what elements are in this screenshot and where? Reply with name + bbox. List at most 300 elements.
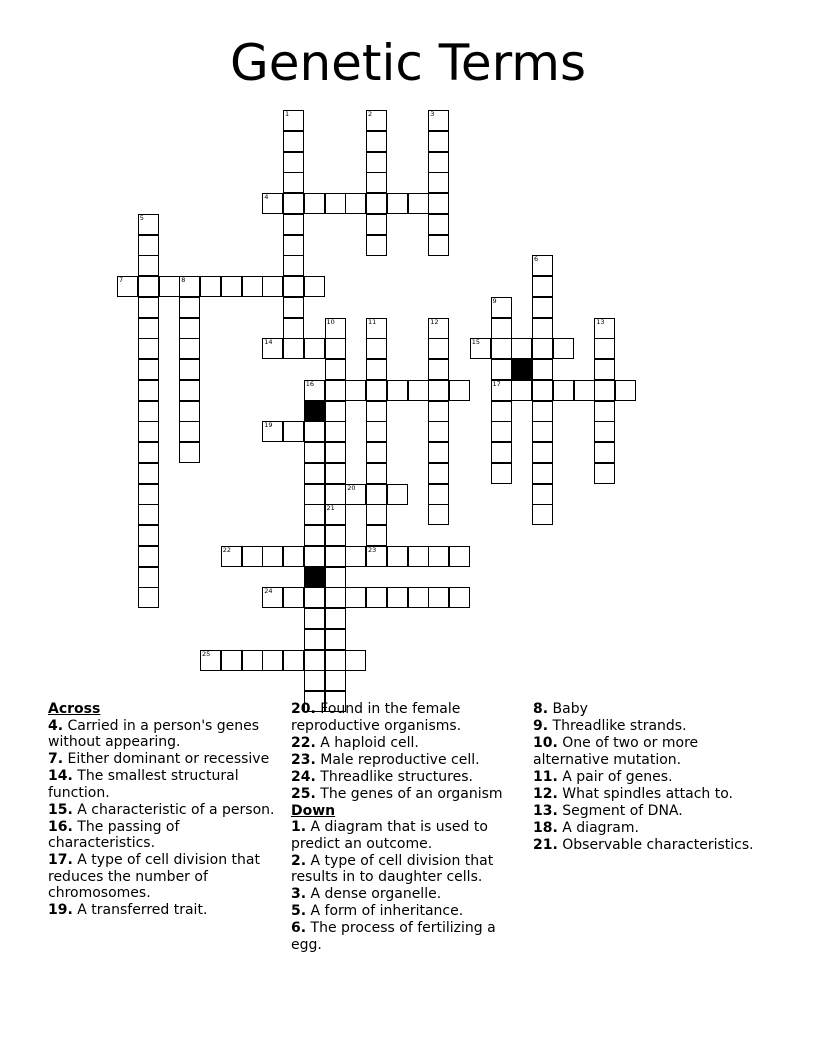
grid-cell[interactable]	[408, 587, 429, 608]
clue-number: 4	[264, 193, 269, 201]
grid-cell[interactable]	[366, 110, 387, 131]
clue-item	[291, 786, 523, 803]
clue-item-number: 25.	[291, 785, 316, 802]
grid-cell[interactable]	[138, 567, 159, 588]
grid-cell[interactable]	[304, 463, 325, 484]
clue-item-text: Male reproductive cell.	[320, 751, 480, 768]
grid-cell[interactable]	[325, 359, 346, 380]
grid-cell[interactable]	[428, 504, 449, 525]
clue-item-number: 15.	[48, 801, 73, 818]
grid-cell[interactable]	[325, 608, 346, 629]
grid-cell[interactable]	[387, 380, 408, 401]
grid-cell[interactable]	[345, 650, 366, 671]
grid-cell[interactable]	[428, 463, 449, 484]
clue-item-text: Either dominant or recessive	[67, 751, 270, 767]
grid-cell[interactable]	[325, 525, 346, 546]
grid-cell[interactable]	[179, 297, 200, 318]
grid-cell[interactable]	[491, 380, 512, 401]
grid-cell[interactable]	[304, 380, 325, 401]
grid-cell[interactable]	[594, 338, 615, 359]
grid-cell[interactable]	[304, 670, 325, 691]
grid-cell[interactable]	[304, 546, 325, 567]
clue-item	[291, 903, 523, 920]
grid-cell[interactable]	[594, 380, 615, 401]
grid-cell[interactable]	[574, 380, 595, 401]
grid-cell[interactable]	[138, 214, 159, 235]
clue-number: 21	[326, 504, 335, 513]
clue-item-number: 17.	[48, 852, 73, 868]
grid-cell[interactable]	[491, 338, 512, 359]
grid-cell[interactable]	[283, 318, 304, 339]
clue-number: 10	[326, 317, 335, 326]
grid-cell[interactable]	[366, 359, 387, 380]
grid-cell[interactable]	[594, 318, 615, 339]
grid-cell[interactable]	[200, 276, 221, 297]
grid-cell[interactable]	[366, 338, 387, 359]
grid-cell[interactable]	[345, 546, 366, 567]
clue-item-number: 7.	[48, 751, 64, 767]
down-clue-list-continued	[533, 701, 765, 853]
clue-number: 22	[222, 545, 232, 554]
grid-cell[interactable]	[511, 338, 532, 359]
grid-cell[interactable]	[283, 650, 304, 671]
grid-cell[interactable]	[366, 421, 387, 442]
clue-number: 13	[596, 317, 605, 326]
grid-cell[interactable]	[366, 380, 387, 401]
grid-cell[interactable]	[553, 380, 574, 401]
grid-cell[interactable]	[408, 193, 429, 214]
clue-item-text: A characteristic of a person.	[77, 801, 275, 818]
grid-cell[interactable]	[366, 172, 387, 193]
clue-item-text: A type of cell division that results in to daughter cells.	[291, 852, 494, 885]
clue-item-number: 1.	[291, 819, 307, 835]
grid-cell[interactable]	[138, 442, 159, 463]
grid-cell[interactable]	[532, 463, 553, 484]
grid-cell[interactable]	[532, 442, 553, 463]
grid-cell[interactable]	[325, 193, 346, 214]
clue-item-text: What spindles attach to.	[562, 785, 733, 802]
grid-cell[interactable]	[138, 276, 159, 297]
grid-cell[interactable]	[138, 484, 159, 505]
grid-cell[interactable]	[428, 359, 449, 380]
clue-item-text: A diagram.	[562, 819, 639, 836]
grid-cell[interactable]	[325, 463, 346, 484]
clue-number: 23	[368, 545, 377, 554]
grid-cell[interactable]	[138, 255, 159, 276]
clue-item-text: The genes of an organism	[320, 785, 503, 802]
grid-cell[interactable]	[325, 421, 346, 442]
clue-item	[291, 752, 523, 769]
grid-cell[interactable]	[366, 214, 387, 235]
grid-cell[interactable]	[532, 421, 553, 442]
clue-item-number: 3.	[291, 886, 307, 902]
grid-cell[interactable]	[532, 380, 553, 401]
grid-cell[interactable]	[262, 587, 283, 608]
clue-item-text: Threadlike strands.	[552, 718, 687, 734]
grid-cell[interactable]	[491, 297, 512, 318]
clue-item	[291, 853, 523, 886]
clue-item	[291, 701, 523, 734]
grid-cell[interactable]	[283, 193, 304, 214]
clue-number: 8	[181, 276, 186, 284]
grid-cell[interactable]	[262, 421, 283, 442]
grid-cell[interactable]	[491, 318, 512, 339]
grid-cell[interactable]	[428, 193, 449, 214]
grid-cell[interactable]	[594, 463, 615, 484]
grid-cell[interactable]	[262, 276, 283, 297]
grid-cell[interactable]	[408, 380, 429, 401]
grid-cell[interactable]	[304, 276, 325, 297]
grid-cell[interactable]	[428, 214, 449, 235]
clue-item	[291, 819, 523, 852]
clue-item-number: 20.	[291, 701, 316, 717]
grid-cell[interactable]	[179, 401, 200, 422]
grid-cell[interactable]	[242, 276, 263, 297]
clue-item-text: One of two or more alternative mutation.	[533, 735, 699, 768]
grid-cell[interactable]	[428, 172, 449, 193]
grid-cell[interactable]	[449, 546, 470, 567]
grid-cell[interactable]	[283, 214, 304, 235]
down-clue-list	[291, 819, 523, 953]
clue-item	[48, 852, 280, 902]
grid-cell[interactable]	[532, 297, 553, 318]
grid-cell[interactable]	[304, 193, 325, 214]
clue-item	[533, 701, 765, 718]
grid-cell[interactable]	[428, 484, 449, 505]
clue-item-text: The passing of characteristics.	[48, 818, 180, 851]
grid-cell[interactable]	[594, 359, 615, 380]
grid-cell[interactable]	[304, 608, 325, 629]
grid-cell[interactable]	[428, 131, 449, 152]
grid-cell[interactable]	[304, 338, 325, 359]
grid-cell[interactable]	[325, 546, 346, 567]
clue-item-number: 4.	[48, 717, 64, 734]
grid-cell[interactable]	[283, 172, 304, 193]
grid-cell[interactable]	[345, 193, 366, 214]
clue-item	[48, 802, 280, 819]
grid-cell[interactable]	[200, 650, 221, 671]
grid-cell[interactable]	[138, 359, 159, 380]
clue-item-number: 6.	[291, 920, 307, 936]
grid-cell[interactable]	[304, 484, 325, 505]
grid-cell[interactable]	[262, 193, 283, 214]
grid-cell[interactable]	[428, 421, 449, 442]
grid-cell[interactable]	[366, 587, 387, 608]
across-clue-list	[48, 718, 280, 919]
grid-cell[interactable]	[117, 276, 138, 297]
clue-number: 12	[430, 317, 439, 326]
grid-cell[interactable]	[366, 525, 387, 546]
clue-number: 11	[368, 317, 377, 326]
grid-cell[interactable]	[262, 338, 283, 359]
grid-cell[interactable]	[491, 401, 512, 422]
clue-item-text: A pair of genes.	[562, 768, 673, 785]
grid-cell[interactable]	[366, 463, 387, 484]
clue-number: 1	[285, 110, 290, 118]
grid-cell[interactable]	[325, 670, 346, 691]
grid-cell[interactable]	[491, 442, 512, 463]
clue-item-text: A haploid cell.	[320, 734, 419, 751]
grid-cell[interactable]	[408, 546, 429, 567]
grid-cell[interactable]	[325, 401, 346, 422]
clue-number: 2	[368, 110, 373, 118]
grid-cell[interactable]	[387, 546, 408, 567]
clue-item-number: 21.	[533, 836, 558, 853]
grid-cell[interactable]	[138, 297, 159, 318]
clue-number: 7	[119, 276, 124, 284]
grid-cell[interactable]	[138, 318, 159, 339]
grid-cell[interactable]	[283, 421, 304, 442]
clue-item-number: 18.	[533, 819, 558, 836]
grid-cell[interactable]	[283, 546, 304, 567]
clue-item-text: The smallest structural function.	[48, 768, 239, 801]
grid-cell[interactable]	[428, 152, 449, 173]
clue-item-number: 13.	[533, 802, 558, 819]
clues-column-3	[533, 701, 765, 854]
clue-item-number: 14.	[48, 768, 73, 784]
clue-item	[48, 718, 280, 751]
grid-cell[interactable]	[325, 629, 346, 650]
clue-item	[533, 803, 765, 820]
grid-cell[interactable]	[532, 276, 553, 297]
clue-item-text: A transferred trait.	[77, 902, 208, 918]
grid-cell[interactable]	[138, 380, 159, 401]
grid-cell[interactable]	[532, 401, 553, 422]
grid-cell[interactable]	[428, 318, 449, 339]
grid-cell[interactable]	[532, 318, 553, 339]
black-cell	[304, 401, 325, 422]
grid-cell[interactable]	[428, 401, 449, 422]
clue-number: 15	[471, 338, 481, 347]
grid-cell[interactable]	[138, 338, 159, 359]
clue-item-text: Found in the female reproductive organisms.	[291, 701, 462, 734]
grid-cell[interactable]	[387, 193, 408, 214]
clue-item	[533, 735, 765, 768]
grid-cell[interactable]	[428, 338, 449, 359]
grid-cell[interactable]	[366, 193, 387, 214]
down-heading: Down	[291, 802, 336, 819]
clue-item	[291, 735, 523, 752]
grid-cell[interactable]	[138, 235, 159, 256]
grid-cell[interactable]	[304, 504, 325, 525]
grid-cell[interactable]	[366, 484, 387, 505]
clue-item-text: Threadlike structures.	[320, 768, 473, 785]
clue-item-number: 9.	[533, 718, 549, 734]
grid-cell[interactable]	[325, 442, 346, 463]
grid-cell[interactable]	[179, 276, 200, 297]
clue-item	[291, 769, 523, 786]
grid-cell[interactable]	[138, 401, 159, 422]
grid-cell[interactable]	[491, 359, 512, 380]
grid-cell[interactable]	[283, 587, 304, 608]
grid-cell[interactable]	[366, 318, 387, 339]
grid-cell[interactable]	[553, 338, 574, 359]
clue-number: 16	[305, 379, 315, 388]
grid-cell[interactable]	[221, 650, 242, 671]
grid-cell[interactable]	[138, 587, 159, 608]
clue-item-text: Segment of DNA.	[562, 802, 683, 819]
grid-cell[interactable]	[325, 587, 346, 608]
grid-cell[interactable]	[366, 401, 387, 422]
grid-cell[interactable]	[470, 338, 491, 359]
clue-item-text: A diagram that is used to predict an outcome.	[291, 819, 488, 852]
clue-item	[533, 769, 765, 786]
grid-cell[interactable]	[428, 380, 449, 401]
grid-cell[interactable]	[532, 338, 553, 359]
grid-cell[interactable]	[594, 442, 615, 463]
clue-item	[291, 886, 523, 903]
clue-item-text: Observable characteristics.	[562, 836, 754, 853]
clue-number: 3	[430, 110, 435, 118]
black-cell	[511, 359, 532, 380]
puzzle-title: Genetic Terms	[229, 34, 587, 92]
grid-cell[interactable]	[283, 338, 304, 359]
grid-cell[interactable]	[345, 484, 366, 505]
clue-number: 5	[139, 213, 144, 222]
clue-item	[48, 768, 280, 801]
grid-cell[interactable]	[179, 380, 200, 401]
grid-cell[interactable]	[615, 380, 636, 401]
grid-cell[interactable]	[532, 359, 553, 380]
grid-cell[interactable]	[428, 546, 449, 567]
grid-cell[interactable]	[491, 421, 512, 442]
grid-cell[interactable]	[179, 318, 200, 339]
clue-number: 17	[492, 379, 501, 388]
clue-number: 24	[264, 587, 273, 596]
clue-item-number: 2.	[291, 852, 307, 869]
grid-cell[interactable]	[283, 255, 304, 276]
clues-column-1	[48, 701, 280, 919]
grid-cell[interactable]	[345, 380, 366, 401]
clue-item	[48, 751, 280, 768]
grid-cell[interactable]	[138, 525, 159, 546]
grid-cell[interactable]	[491, 463, 512, 484]
grid-cell[interactable]	[304, 587, 325, 608]
clue-item	[291, 920, 523, 953]
clue-item-text: Baby	[552, 701, 588, 717]
grid-cell[interactable]	[532, 484, 553, 505]
across-clue-list-continued	[291, 701, 523, 802]
grid-cell[interactable]	[242, 650, 263, 671]
grid-cell[interactable]	[366, 546, 387, 567]
clue-item-number: 23.	[291, 751, 316, 768]
clue-item-text: A form of inheritance.	[310, 903, 464, 919]
grid-cell[interactable]	[179, 359, 200, 380]
clue-number: 6	[534, 255, 539, 264]
grid-cell[interactable]	[325, 380, 346, 401]
grid-cell[interactable]	[179, 442, 200, 463]
grid-cell[interactable]	[221, 546, 242, 567]
grid-cell[interactable]	[283, 276, 304, 297]
clue-item-number: 11.	[533, 768, 558, 785]
clue-item	[48, 902, 280, 919]
clue-item	[533, 837, 765, 854]
clue-item-number: 24.	[291, 768, 316, 785]
clue-item-number: 5.	[291, 903, 307, 919]
grid-cell[interactable]	[325, 338, 346, 359]
clue-item-number: 12.	[533, 785, 558, 802]
grid-cell[interactable]	[366, 504, 387, 525]
grid-cell[interactable]	[283, 131, 304, 152]
grid-cell[interactable]	[366, 235, 387, 256]
grid-cell[interactable]	[242, 546, 263, 567]
grid-cell[interactable]	[179, 338, 200, 359]
grid-cell[interactable]	[221, 276, 242, 297]
grid-cell[interactable]	[325, 504, 346, 525]
clue-item-text: Carried in a person's genes without appearing.	[48, 717, 260, 750]
across-heading: Across	[48, 701, 101, 717]
clue-item	[533, 786, 765, 803]
grid-cell[interactable]	[304, 442, 325, 463]
grid-cell[interactable]	[138, 504, 159, 525]
grid-cell[interactable]	[428, 235, 449, 256]
grid-cell[interactable]	[283, 235, 304, 256]
clue-item-number: 8.	[533, 701, 549, 717]
grid-cell[interactable]	[325, 484, 346, 505]
grid-cell[interactable]	[345, 587, 366, 608]
grid-cell[interactable]	[449, 587, 470, 608]
grid-cell[interactable]	[594, 421, 615, 442]
grid-cell[interactable]	[325, 567, 346, 588]
grid-cell[interactable]	[304, 421, 325, 442]
grid-cell[interactable]	[304, 650, 325, 671]
grid-cell[interactable]	[532, 504, 553, 525]
clue-item-number: 22.	[291, 734, 316, 751]
grid-cell[interactable]	[283, 152, 304, 173]
grid-cell[interactable]	[428, 110, 449, 131]
clue-number: 19	[264, 421, 273, 430]
grid-cell[interactable]	[366, 152, 387, 173]
clue-number: 9	[492, 296, 497, 305]
grid-cell[interactable]	[366, 442, 387, 463]
grid-cell[interactable]	[283, 297, 304, 318]
grid-cell[interactable]	[387, 484, 408, 505]
clue-number: 20	[347, 483, 356, 492]
clue-item	[48, 819, 280, 852]
grid-cell[interactable]	[283, 110, 304, 131]
grid-cell[interactable]	[511, 380, 532, 401]
clue-number: 25	[202, 649, 211, 658]
grid-cell[interactable]	[304, 525, 325, 546]
grid-cell[interactable]	[262, 650, 283, 671]
grid-cell[interactable]	[366, 131, 387, 152]
clue-number: 14	[264, 338, 273, 347]
grid-cell[interactable]	[532, 255, 553, 276]
grid-cell[interactable]	[594, 401, 615, 422]
clue-item-number: 16.	[48, 818, 73, 835]
grid-cell[interactable]	[387, 587, 408, 608]
grid-cell[interactable]	[179, 421, 200, 442]
grid-cell[interactable]	[159, 276, 180, 297]
grid-cell[interactable]	[325, 650, 346, 671]
grid-cell[interactable]	[325, 318, 346, 339]
clue-item	[533, 718, 765, 735]
grid-cell[interactable]	[304, 629, 325, 650]
grid-cell[interactable]	[428, 587, 449, 608]
grid-cell[interactable]	[262, 546, 283, 567]
grid-cell[interactable]	[138, 463, 159, 484]
clues-column-2	[291, 701, 523, 954]
grid-cell[interactable]	[138, 546, 159, 567]
grid-cell[interactable]	[449, 380, 470, 401]
clue-item-text: The process of fertilizing a egg.	[291, 920, 496, 953]
clue-item-text: A dense organelle.	[310, 886, 442, 902]
clue-item	[533, 820, 765, 837]
clue-item-number: 19.	[48, 902, 73, 918]
grid-cell[interactable]	[138, 421, 159, 442]
black-cell	[304, 567, 325, 588]
grid-cell[interactable]	[428, 442, 449, 463]
